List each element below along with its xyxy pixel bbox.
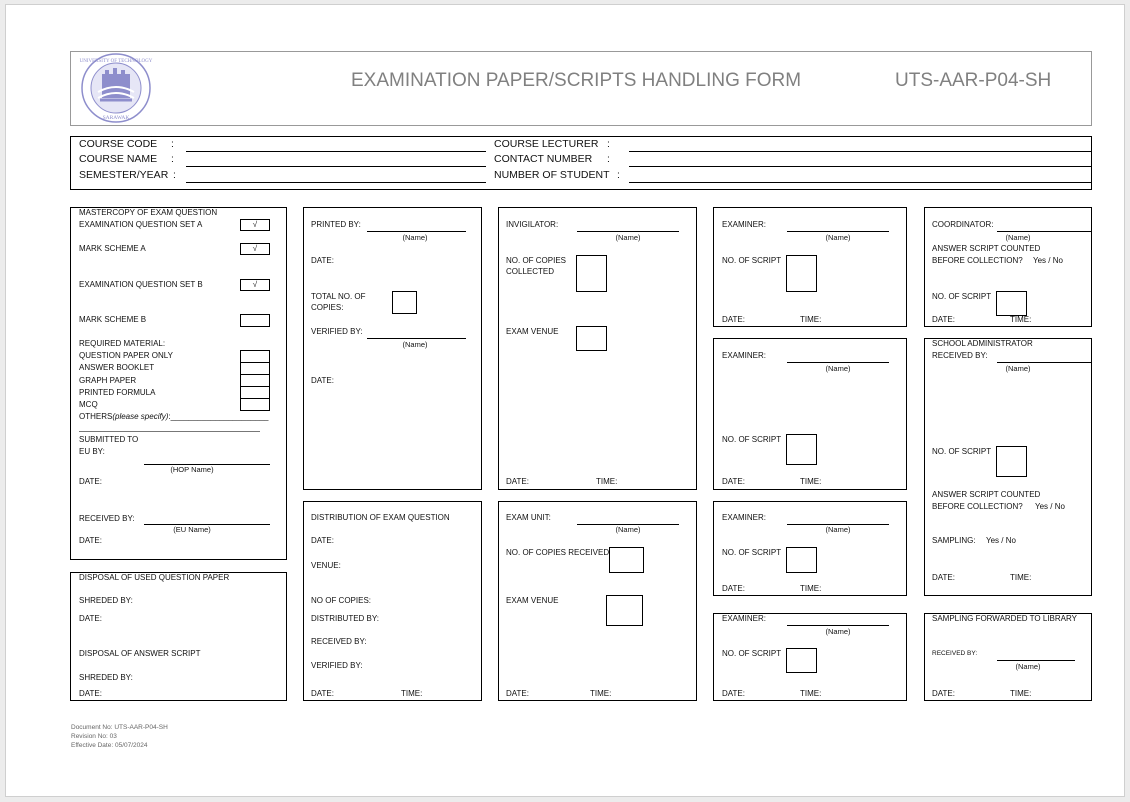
verified-by-label: VERIFIED BY:: [311, 327, 363, 336]
invigilator-field[interactable]: [577, 231, 679, 232]
university-logo: [78, 52, 156, 124]
course-code-field[interactable]: [186, 151, 486, 152]
date-label: DATE:: [506, 477, 529, 486]
set-b-label: EXAMINATION QUESTION SET B: [79, 280, 203, 289]
material-item: QUESTION PAPER ONLY: [79, 351, 173, 360]
material-checkbox[interactable]: [240, 398, 270, 411]
exam-venue-box[interactable]: [576, 326, 607, 351]
others-line: :______________________: [168, 412, 269, 421]
time-label: TIME:: [401, 689, 423, 698]
colon: :: [617, 169, 620, 181]
document-number: Document No: UTS-AAR-P04-SH: [71, 724, 168, 731]
number-of-student-field[interactable]: [629, 182, 1091, 183]
date-label: DATE:: [79, 689, 102, 698]
examiner-field[interactable]: [787, 625, 889, 626]
eu-name-caption: (EU Name): [173, 525, 211, 534]
no-of-copies-label: NO OF COPIES:: [311, 596, 372, 605]
name-caption: (Name): [825, 627, 851, 636]
name-caption: (Name): [615, 233, 641, 242]
name-caption: (Name): [825, 233, 851, 242]
time-label: TIME:: [800, 689, 822, 698]
disposal-answer-title: DISPOSAL OF ANSWER SCRIPT: [79, 649, 201, 658]
time-label: TIME:: [1010, 573, 1032, 582]
distributed-by-label: DISTRIBUTED BY:: [311, 614, 380, 623]
examiner-label: EXAMINER:: [722, 351, 767, 360]
no-of-script-label: NO. OF SCRIPT: [722, 649, 782, 658]
venue-label: VENUE:: [311, 561, 341, 570]
received-by-label: RECEIVED BY:: [79, 514, 135, 523]
semester-field[interactable]: [186, 182, 486, 183]
no-of-script-box[interactable]: [996, 446, 1027, 477]
form-code: UTS-AAR-P04-SH: [895, 70, 1052, 91]
no-of-script-label: NO. OF SCRIPT: [932, 447, 992, 456]
effective-date: Effective Date: 05/07/2024: [71, 742, 148, 749]
copies-collected-label-2: COLLECTED: [506, 267, 555, 276]
time-label: TIME:: [800, 315, 822, 324]
examiner-field[interactable]: [787, 231, 889, 232]
colon: :: [171, 153, 174, 165]
yes-no-option[interactable]: Yes / No: [1035, 502, 1065, 511]
exam-venue-box[interactable]: [606, 595, 643, 626]
course-name-field[interactable]: [186, 166, 486, 167]
received-by-field[interactable]: [997, 362, 1092, 363]
date-label: DATE:: [932, 573, 955, 582]
sampling-label: SAMPLING:: [932, 536, 976, 545]
semester-label: SEMESTER/YEAR: [79, 169, 169, 181]
scheme-a-label: MARK SCHEME A: [79, 244, 146, 253]
date-label: DATE:: [79, 536, 102, 545]
scheme-a-checkbox[interactable]: √: [240, 243, 270, 255]
shredded-by-label: SHREDED BY:: [79, 673, 133, 682]
time-label: TIME:: [1010, 689, 1032, 698]
received-by-label: RECEIVED BY:: [311, 637, 367, 646]
svg-text:SARAWAK: SARAWAK: [102, 115, 130, 121]
course-lecturer-field[interactable]: [629, 151, 1091, 152]
material-item: MCQ: [79, 400, 98, 409]
please-specify: (please specify): [112, 412, 169, 421]
time-label: TIME:: [800, 477, 822, 486]
colon: :: [171, 138, 174, 150]
no-of-script-label: NO. OF SCRIPT: [722, 435, 782, 444]
material-item: ANSWER BOOKLET: [79, 363, 155, 372]
course-name-label: COURSE NAME: [79, 153, 158, 165]
form-title: EXAMINATION PAPER/SCRIPTS HANDLING FORM: [351, 70, 802, 91]
yes-no-option[interactable]: Yes / No: [1033, 256, 1063, 265]
others-text: OTHERS: [79, 412, 113, 421]
required-material-label: REQUIRED MATERIAL:: [79, 339, 166, 348]
date-label: DATE:: [932, 689, 955, 698]
date-label: DATE:: [722, 477, 745, 486]
time-label: TIME:: [590, 689, 612, 698]
coordinator-field[interactable]: [997, 231, 1092, 232]
others-extra-line[interactable]: [79, 431, 260, 432]
verified-by-label: VERIFIED BY:: [311, 661, 363, 670]
exam-unit-label: EXAM UNIT:: [506, 513, 551, 522]
material-item: GRAPH PAPER: [79, 376, 137, 385]
date-label: DATE:: [311, 376, 334, 385]
contact-number-field[interactable]: [629, 166, 1091, 167]
time-label: TIME:: [800, 584, 822, 593]
name-caption: (Name): [1005, 364, 1031, 373]
set-a-checkbox[interactable]: √: [240, 219, 270, 231]
copies-collected-label: NO. OF COPIES: [506, 256, 567, 265]
date-label: DATE:: [79, 477, 102, 486]
total-copies-label: TOTAL NO. OF: [311, 292, 366, 301]
distribution-title: DISTRIBUTION OF EXAM QUESTION: [311, 513, 450, 522]
scheme-b-checkbox[interactable]: [240, 314, 270, 327]
scheme-b-label: MARK SCHEME B: [79, 315, 147, 324]
course-lecturer-label: COURSE LECTURER: [494, 138, 599, 150]
disposal-title: DISPOSAL OF USED QUESTION PAPER: [79, 573, 230, 582]
mastercopy-title: MASTERCOPY OF EXAM QUESTION: [79, 208, 218, 217]
number-of-student-label: NUMBER OF STUDENT: [494, 169, 610, 181]
exam-venue-label: EXAM VENUE: [506, 327, 559, 336]
coordinator-label: COORDINATOR:: [932, 220, 994, 229]
name-caption: (Name): [402, 233, 428, 242]
copies-collected-box[interactable]: [576, 255, 607, 292]
date-label: DATE:: [722, 315, 745, 324]
no-of-script-box[interactable]: [996, 291, 1027, 316]
school-admin-title: SCHOOL ADMINISTRATOR: [932, 339, 1033, 348]
shredded-by-label: SHREDED BY:: [79, 596, 133, 605]
date-label: DATE:: [506, 689, 529, 698]
course-code-label: COURSE CODE: [79, 138, 158, 150]
total-copies-box[interactable]: [392, 291, 417, 314]
printed-by-field[interactable]: [367, 231, 466, 232]
others-label: [79, 412, 268, 422]
name-caption: (Name): [615, 525, 641, 534]
date-label: DATE:: [311, 536, 334, 545]
examiner-field[interactable]: [787, 362, 889, 363]
time-label: TIME:: [1010, 315, 1032, 324]
answer-counted-label: ANSWER SCRIPT COUNTED: [932, 490, 1041, 499]
date-label: DATE:: [722, 584, 745, 593]
copies-received-label: NO. OF COPIES RECEIVED: [506, 548, 610, 557]
no-of-script-box[interactable]: [786, 255, 817, 292]
submitted-to-label: SUBMITTED TO: [79, 435, 139, 444]
material-item: PRINTED FORMULA: [79, 388, 156, 397]
date-label: DATE:: [722, 689, 745, 698]
examiner-label: EXAMINER:: [722, 513, 767, 522]
sampling-library-title: SAMPLING FORWARDED TO LIBRARY: [932, 614, 1077, 623]
name-caption: (Name): [1005, 233, 1031, 242]
no-of-script-label: NO. OF SCRIPT: [722, 548, 782, 557]
eu-by-label: EU BY:: [79, 447, 105, 456]
answer-counted-label-2: BEFORE COLLECTION?: [932, 256, 1023, 265]
name-caption: (Name): [825, 364, 851, 373]
name-caption: (Name): [825, 525, 851, 534]
examiner-label: EXAMINER:: [722, 220, 767, 229]
received-by-label: RECEIVED BY:: [932, 650, 978, 657]
colon: :: [607, 138, 610, 150]
no-of-script-box[interactable]: [786, 434, 817, 465]
svg-text:UNIVERSITY OF TECHNOLOGY: UNIVERSITY OF TECHNOLOGY: [79, 59, 153, 64]
no-of-script-label: NO. OF SCRIPT: [932, 292, 992, 301]
received-by-label: RECEIVED BY:: [932, 351, 988, 360]
yes-no-option[interactable]: Yes / No: [986, 536, 1016, 545]
revision-number: Revision No: 03: [71, 733, 117, 740]
contact-number-label: CONTACT NUMBER: [494, 153, 593, 165]
date-label: DATE:: [311, 256, 334, 265]
total-copies-label-2: COPIES:: [311, 303, 344, 312]
exam-venue-label: EXAM VENUE: [506, 596, 559, 605]
printed-by-label: PRINTED BY:: [311, 220, 361, 229]
copies-received-box[interactable]: [609, 547, 644, 573]
date-label: DATE:: [79, 614, 102, 623]
time-label: TIME:: [596, 477, 618, 486]
received-by-field[interactable]: [997, 660, 1075, 661]
set-b-checkbox[interactable]: √: [240, 279, 270, 291]
hop-name-caption: (HOP Name): [170, 465, 214, 474]
colon: :: [607, 153, 610, 165]
date-label: DATE:: [311, 689, 334, 698]
no-of-script-label: NO. OF SCRIPT: [722, 256, 782, 265]
date-label: DATE:: [932, 315, 955, 324]
examiner-label: EXAMINER:: [722, 614, 767, 623]
invigilator-label: INVIGILATOR:: [506, 220, 559, 229]
no-of-script-box[interactable]: [786, 547, 817, 573]
name-caption: (Name): [402, 340, 428, 349]
set-a-label: EXAMINATION QUESTION SET A: [79, 220, 203, 229]
no-of-script-box[interactable]: [786, 648, 817, 673]
answer-counted-label-2: BEFORE COLLECTION?: [932, 502, 1023, 511]
answer-counted-label: ANSWER SCRIPT COUNTED: [932, 244, 1041, 253]
verified-by-field[interactable]: [367, 338, 466, 339]
name-caption: (Name): [1015, 662, 1041, 671]
colon: :: [173, 169, 176, 181]
